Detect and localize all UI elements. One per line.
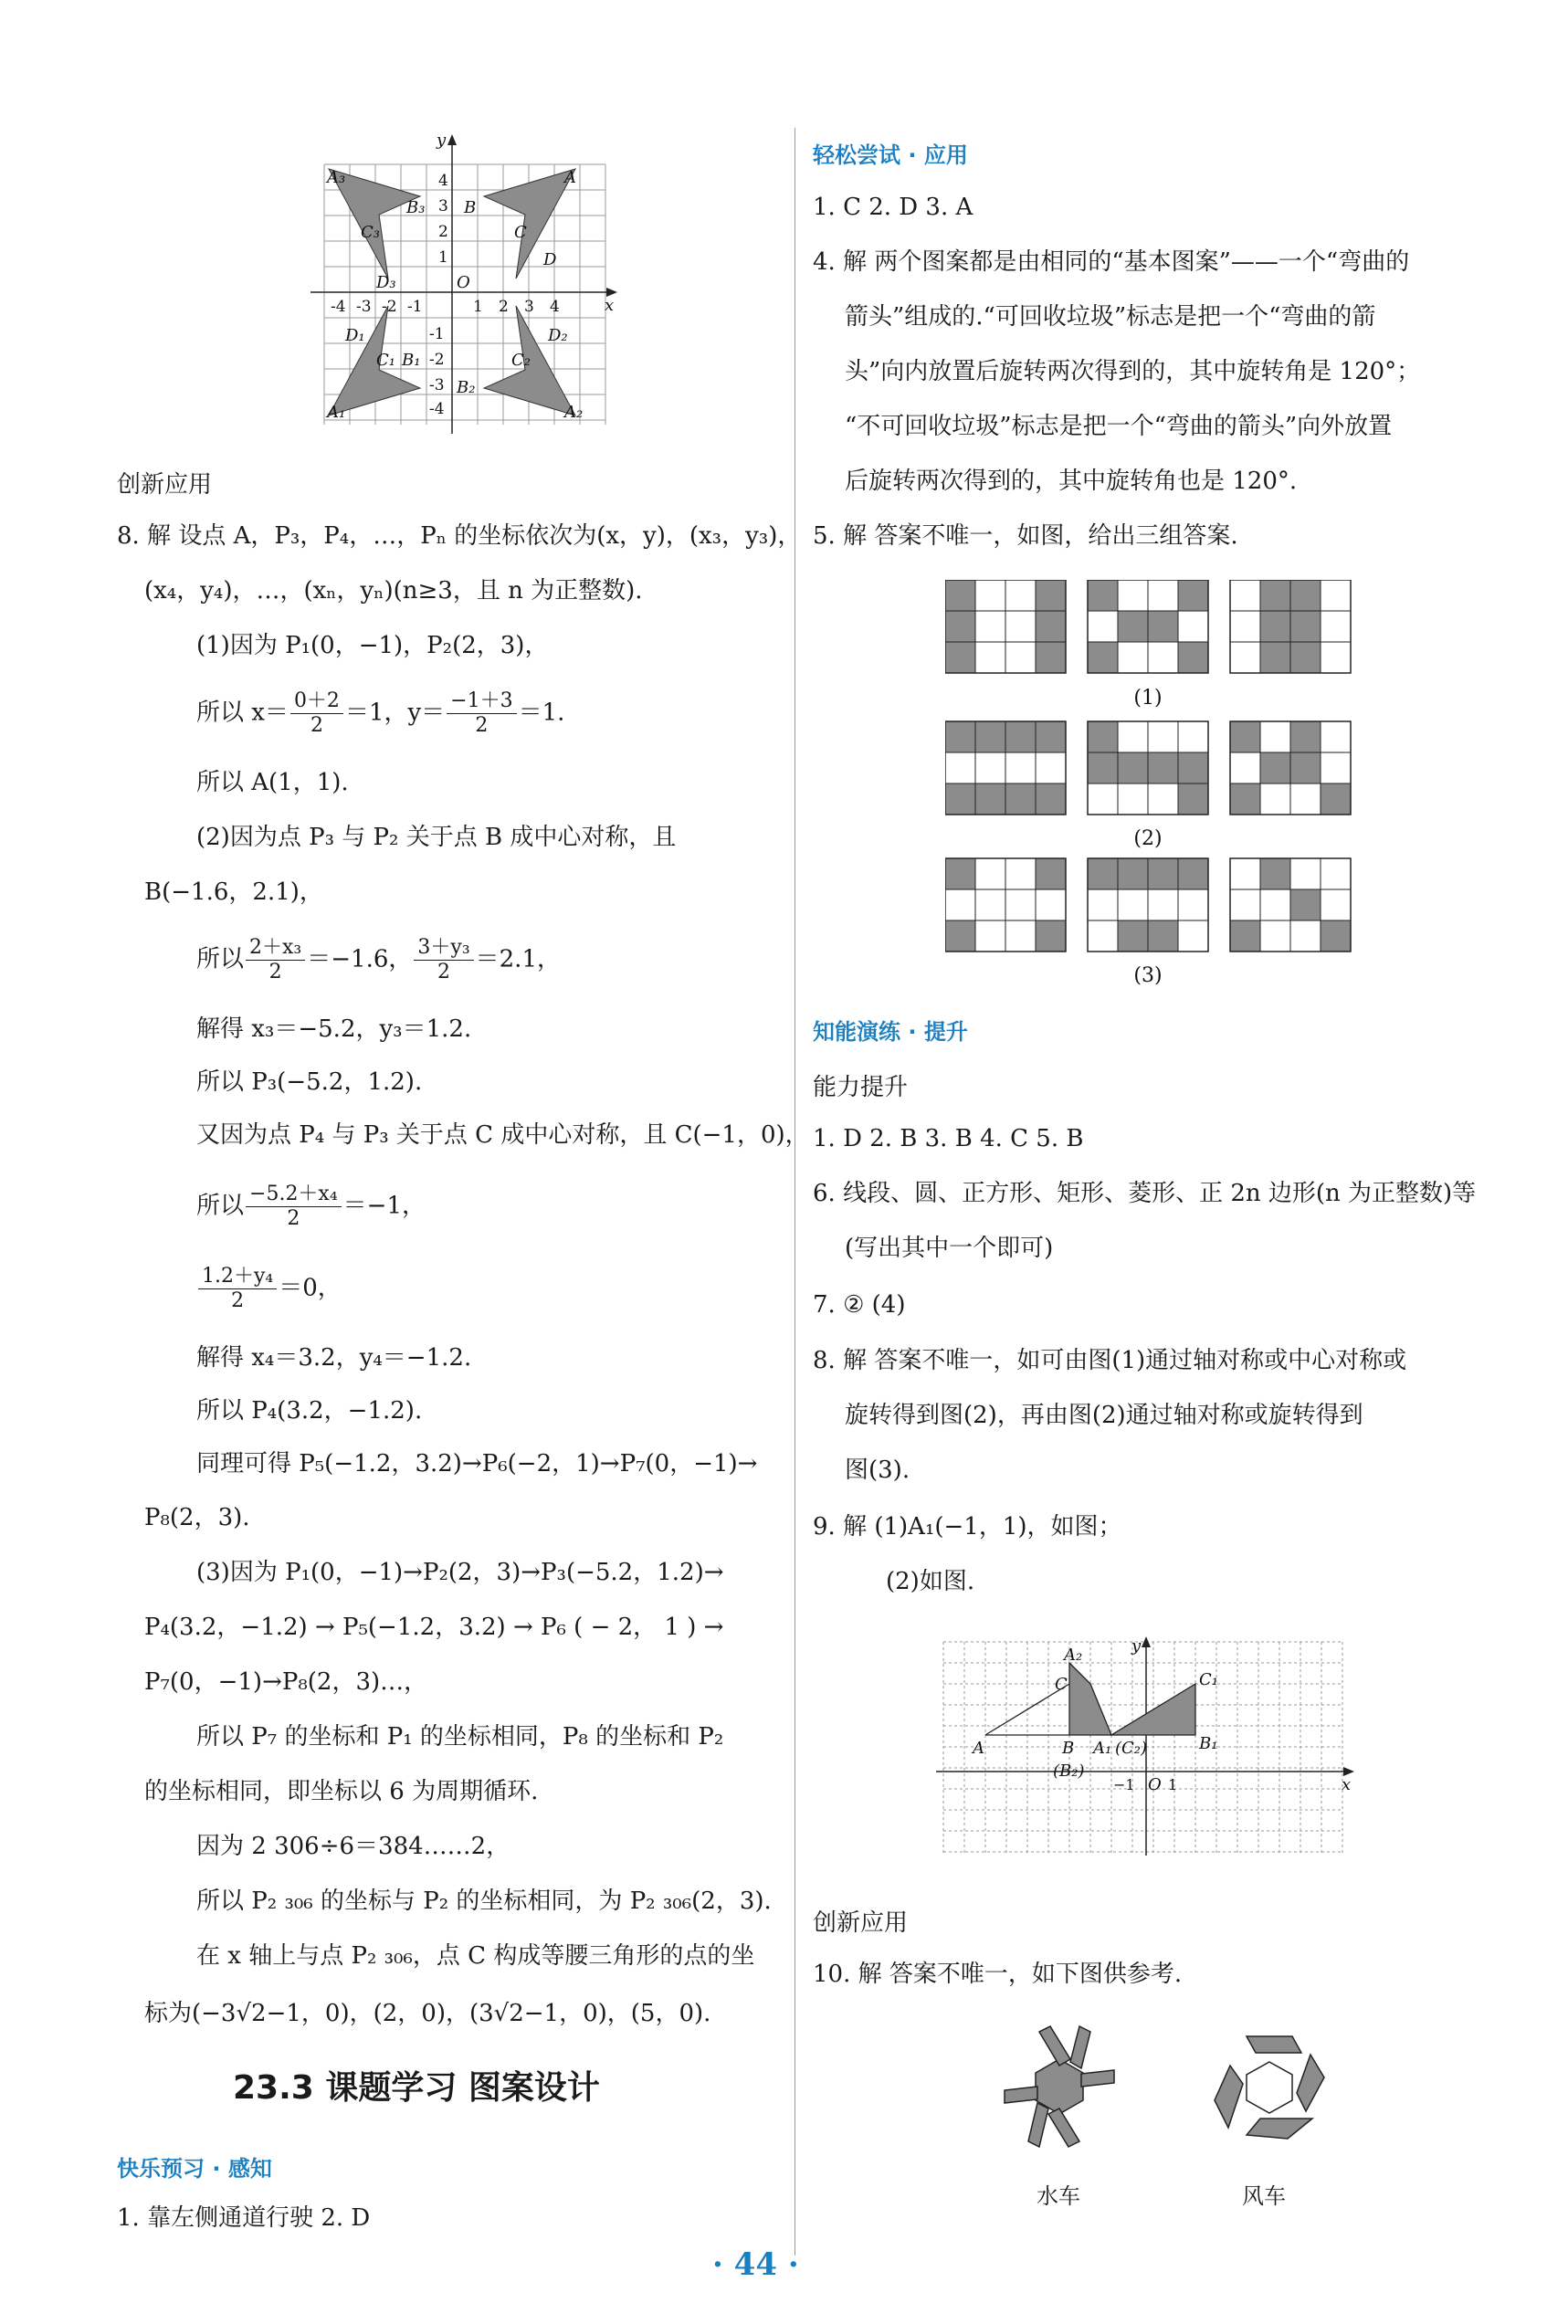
waterwheel-label: 水车 xyxy=(1037,2183,1080,2209)
fig1-ytick: 4 xyxy=(438,172,448,190)
q8-line: 8. 解 设点 A，P₃，P₄，…，Pₙ 的坐标依次为(x，y)，(x₃，y₃)， xyxy=(117,522,802,550)
frac-text: ＝0， xyxy=(279,1274,342,1302)
q9-line: 9. 解 (1)A₁(−1，1)，如图； xyxy=(813,1513,1122,1541)
q10-line: 10. 解 答案不唯一，如下图供参考. xyxy=(813,1961,1183,1988)
q8-line: 在 x 轴上与点 P₂ ₃₀₆，点 C 构成等腰三角形的点的坐 xyxy=(196,1942,755,1970)
fig1-axis-x: x xyxy=(605,296,615,315)
fig1-ytick: 2 xyxy=(438,223,448,241)
try-answers: 1. C 2. D 3. A xyxy=(813,194,973,221)
fraction-denominator: 2 xyxy=(310,714,323,737)
fig1-label-C: C xyxy=(514,223,527,242)
frac-text: 所以 xyxy=(196,1192,245,1220)
q8-line: (2)因为点 P₃ 与 P₂ 关于点 B 成中心对称，且 xyxy=(196,824,677,851)
frac-text: ＝2.1， xyxy=(475,945,561,973)
fig1-ytick: -2 xyxy=(429,351,445,369)
heading-innovation-right: 创新应用 xyxy=(813,1909,909,1937)
fraction-numerator: 0＋2 xyxy=(290,689,343,714)
fig9-axis-y: y xyxy=(1131,1636,1142,1656)
grid-label: (3) xyxy=(1133,964,1163,986)
q8-line: (1)因为 P₁(0，−1)，P₂(2，3)， xyxy=(196,632,549,659)
fig1-label-A3: A₃ xyxy=(327,168,346,187)
fig9-origin: O xyxy=(1148,1775,1162,1794)
page-number: · 44 · xyxy=(712,2246,799,2283)
frac-text: 所以 xyxy=(196,945,245,973)
q6-line: 6. 线段、圆、正方形、矩形、菱形、正 2n 边形(n 为正整数)等 xyxy=(813,1180,1477,1207)
fraction-numerator: 2＋x₃ xyxy=(246,936,305,961)
fig1-ytick: 1 xyxy=(438,248,448,267)
coordinate-figure-9 xyxy=(936,1635,1356,1858)
fig1-ytick: 3 xyxy=(438,197,448,216)
fraction-denominator: 2 xyxy=(475,714,489,737)
q8-line: 所以 A(1，1). xyxy=(196,769,349,796)
q4-line: 头”向内放置后旋转两次得到的，其中旋转角是 120°； xyxy=(845,358,1421,385)
q4-line: 箭头”组成的.“可回收垃圾”标志是把一个“弯曲的箭 xyxy=(845,303,1376,331)
fig1-label-C2: C₂ xyxy=(511,351,531,370)
fig1-xtick: -4 xyxy=(331,298,346,316)
fig9-label-A: A xyxy=(973,1739,984,1758)
fig1-ytick: -4 xyxy=(429,400,445,418)
q8-fraction-line-4 xyxy=(196,1265,342,1313)
fig1-label-D1: D₁ xyxy=(345,326,365,345)
fig1-xtick: -1 xyxy=(407,298,423,316)
q8-line: 又因为点 P₄ 与 P₃ 关于点 C 成中心对称，且 C(−1，0)， xyxy=(196,1121,809,1149)
q8-line: 标为(−3√2−1，0)，(2，0)，(3√2−1，0)，(5，0). xyxy=(144,2000,711,2027)
q8r-line: 图(3). xyxy=(845,1456,910,1484)
q8-line: 所以 P₄(3.2，−1.2). xyxy=(196,1397,423,1425)
q8r-line: 8. 解 答案不唯一，如可由图(1)通过轴对称或中心对称或 xyxy=(813,1347,1407,1374)
fig9-label-A1: A₁ xyxy=(1093,1739,1112,1758)
q6-line: (写出其中一个即可) xyxy=(845,1235,1054,1262)
fraction xyxy=(290,689,343,738)
ability-answers: 1. D 2. B 3. B 4. C 5. B xyxy=(813,1125,1084,1152)
fig1-axis-y: y xyxy=(437,132,447,150)
frac-text: ＝−1， xyxy=(342,1192,426,1220)
windmill-figure xyxy=(1210,2027,1329,2146)
q8-line: 所以 P₂ ₃₀₆ 的坐标与 P₂ 的坐标相同，为 P₂ ₃₀₆(2，3). xyxy=(196,1888,772,1915)
preview-answer: 1. 靠左侧通道行驶 2. D xyxy=(117,2204,371,2232)
fraction-numerator: 3＋y₃ xyxy=(414,936,473,961)
fig9-label-B1: B₁ xyxy=(1199,1734,1218,1753)
windmill-label: 风车 xyxy=(1242,2183,1286,2209)
grid-label: (2) xyxy=(1133,827,1163,850)
fig1-label-D2: D₂ xyxy=(548,326,568,345)
fig9-label-B: B xyxy=(1062,1739,1075,1758)
fig1-xtick: 4 xyxy=(550,298,560,316)
coordinate-figure-1 xyxy=(310,132,621,438)
heading-innovation-left: 创新应用 xyxy=(117,471,213,499)
pattern-grids-figure xyxy=(945,580,1356,986)
fig1-label-C1: C₁ xyxy=(376,351,395,370)
fig9-label-B2: (B₂) xyxy=(1053,1761,1085,1781)
fig1-label-B2: B₂ xyxy=(457,378,476,397)
q8-fraction-line-1 xyxy=(196,689,564,738)
q8-line: 解得 x₄＝3.2，y₄＝−1.2. xyxy=(196,1344,472,1372)
q8-line: 同理可得 P₅(−1.2，3.2)→P₆(−2，1)→P₇(0，−1)→ xyxy=(196,1450,758,1477)
q7-line: 7. ② (4) xyxy=(813,1291,906,1319)
fraction-denominator: 2 xyxy=(437,961,451,983)
q8-line: P₈(2，3). xyxy=(144,1504,250,1531)
q9-line: (2)如图. xyxy=(886,1568,975,1595)
fig1-label-A1: A₁ xyxy=(327,403,346,422)
q4-line: 4. 解 两个图案都是由相同的“基本图案”——一个“弯曲的 xyxy=(813,248,1410,276)
section-skill-heading: 知能演练 · 提升 xyxy=(813,1019,968,1045)
frac-text: ＝1. xyxy=(518,699,565,727)
fraction-denominator: 2 xyxy=(231,1289,245,1312)
fraction-denominator: 2 xyxy=(287,1207,300,1230)
fig1-ytick: -3 xyxy=(429,376,445,394)
q8r-line: 旋转得到图(2)，再由图(2)通过轴对称或旋转得到 xyxy=(845,1402,1363,1429)
fraction-numerator: 1.2＋y₄ xyxy=(198,1265,277,1289)
q4-line: “不可回收垃圾”标志是把一个“弯曲的箭头”向外放置 xyxy=(845,413,1393,440)
fig1-label-C3: C₃ xyxy=(361,223,380,242)
q8-line: 因为 2 306÷6＝384……2， xyxy=(196,1833,510,1860)
waterwheel-figure xyxy=(986,2014,1132,2160)
frac-text: ＝1，y＝ xyxy=(344,699,446,727)
fig9-label-C: C xyxy=(1055,1675,1068,1694)
q8-line: 的坐标相同，即坐标以 6 为周期循环. xyxy=(144,1778,539,1805)
fig1-xtick: -3 xyxy=(356,298,372,316)
fig1-label-O: O xyxy=(457,273,470,292)
fraction xyxy=(447,689,516,738)
q5-line: 5. 解 答案不唯一，如图，给出三组答案. xyxy=(813,522,1238,550)
q8-line: B(−1.6，2.1)， xyxy=(144,878,323,906)
section-title: 23.3 课题学习 图案设计 xyxy=(233,2069,600,2107)
q8-fraction-line-2 xyxy=(196,936,561,984)
heading-ability: 能力提升 xyxy=(813,1074,909,1101)
fig1-label-A: A xyxy=(564,168,576,187)
fig1-label-B: B xyxy=(464,198,477,217)
fig1-label-D: D xyxy=(543,250,557,269)
q8-line: 解得 x₃＝−5.2，y₃＝1.2. xyxy=(196,1015,472,1043)
q8-fraction-line-3 xyxy=(196,1183,426,1231)
section-preview-heading: 快乐预习 · 感知 xyxy=(117,2156,272,2182)
fig9-tick-1: 1 xyxy=(1168,1776,1178,1793)
fig1-label-B1: B₁ xyxy=(402,351,421,370)
fraction xyxy=(246,1183,342,1231)
section-try-heading: 轻松尝试 · 应用 xyxy=(813,142,968,168)
fig1-xtick: 2 xyxy=(499,298,509,316)
q4-line: 后旋转两次得到的，其中旋转角也是 120°. xyxy=(845,468,1298,495)
fig9-tick-neg1: −1 xyxy=(1113,1776,1135,1793)
q8-line: 所以 P₃(−5.2，1.2). xyxy=(196,1068,423,1096)
grid-label: (1) xyxy=(1133,687,1163,710)
q8-line: 所以 P₇ 的坐标和 P₁ 的坐标相同，P₈ 的坐标和 P₂ xyxy=(196,1723,724,1751)
q8-line: (3)因为 P₁(0，−1)→P₂(2，3)→P₃(−5.2，1.2)→ xyxy=(196,1559,724,1586)
fig1-ytick: -1 xyxy=(429,325,445,343)
frac-text: 所以 x＝ xyxy=(196,699,289,727)
fraction-numerator: −1＋3 xyxy=(447,689,516,714)
fraction xyxy=(198,1265,277,1313)
fig1-label-A2: A₂ xyxy=(564,403,584,422)
fraction xyxy=(246,936,305,984)
fig1-xtick: -2 xyxy=(382,298,397,316)
fig1-xtick: 1 xyxy=(473,298,483,316)
fig1-label-D3: D₃ xyxy=(376,273,396,292)
fig9-label-C1: C₁ xyxy=(1199,1670,1218,1689)
fraction-numerator: −5.2＋x₄ xyxy=(246,1183,342,1207)
fig9-label-C2: (C₂) xyxy=(1115,1739,1148,1758)
frac-text: ＝−1.6， xyxy=(307,945,413,973)
q8-line: (x₄，y₄)，…，(xₙ，yₙ)(n≥3，且 n 为正整数). xyxy=(144,577,643,605)
fig9-label-A2: A₂ xyxy=(1064,1646,1083,1665)
fraction-denominator: 2 xyxy=(268,961,282,983)
fig9-axis-x: x xyxy=(1342,1775,1352,1794)
fig1-xtick: 3 xyxy=(524,298,534,316)
fraction xyxy=(414,936,473,984)
q8-line: P₄(3.2，−1.2) → P₅(−1.2，3.2) → P₆ ( − 2， 1 ) → xyxy=(144,1614,724,1641)
q8-line: P₇(0，−1)→P₈(2，3)…， xyxy=(144,1668,428,1696)
fig1-label-B3: B₃ xyxy=(406,198,426,217)
